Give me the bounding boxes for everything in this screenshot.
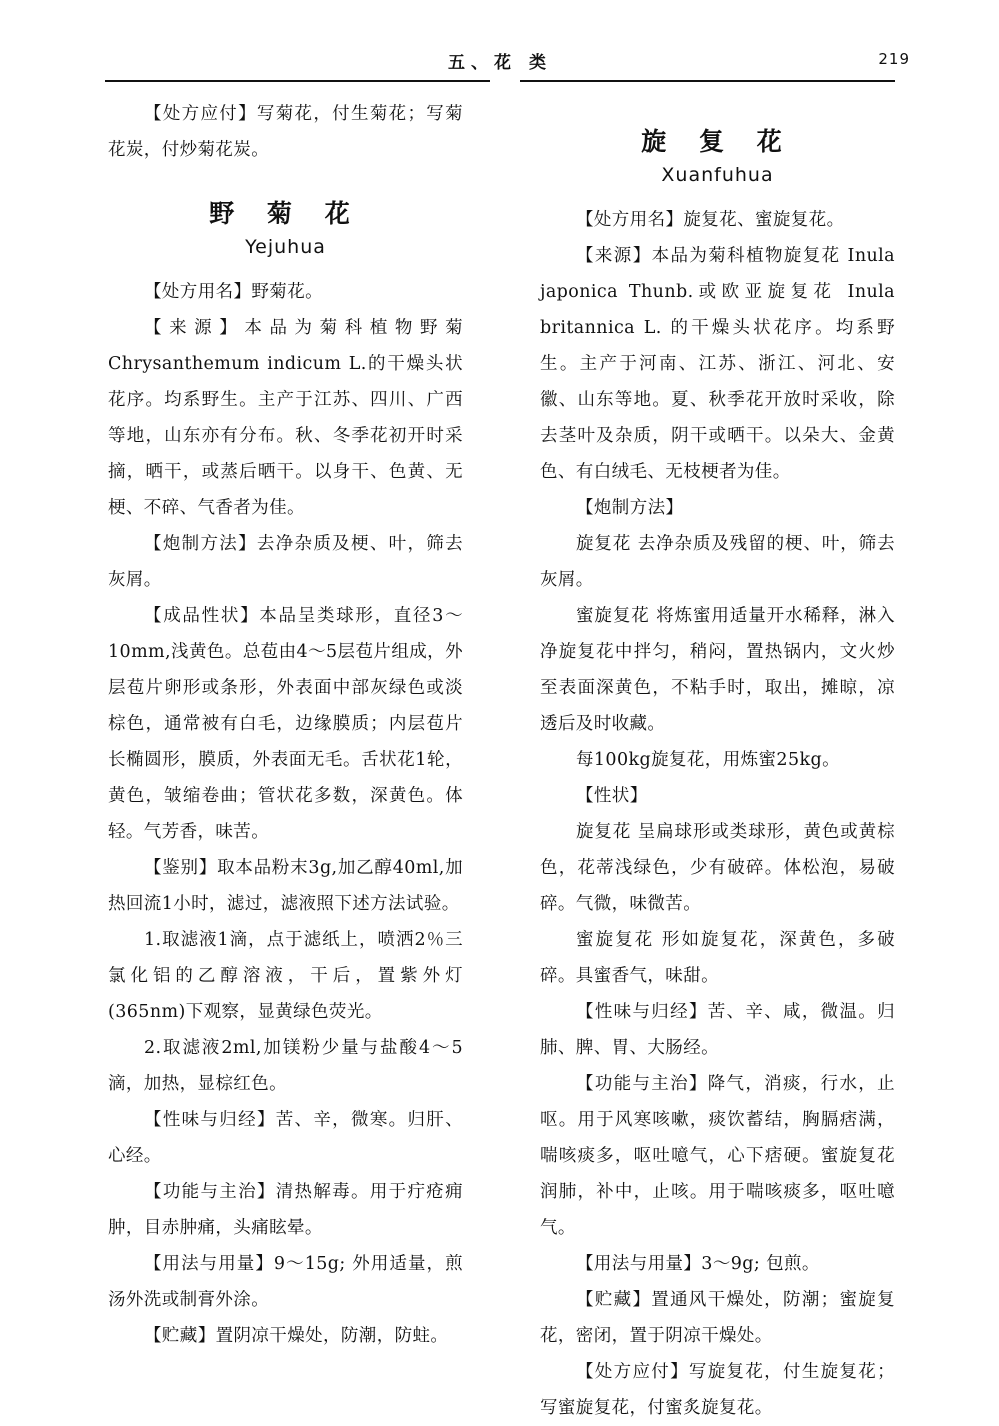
paragraph: 1.取滤液1滴，点于滤纸上，喷洒2％三氯化铝的乙醇溶液，干后，置紫外灯(365nm)下观察，显黄绿色荧光。 [108, 930, 463, 1022]
paragraph: 2.取滤液2ml,加镁粉少量与盐酸4～5滴，加热，显棕红色。 [108, 1038, 463, 1094]
paragraph-prescription-supply: 【处方应付】写菊花，付生菊花；写菊花炭，付炒菊花炭。 [108, 104, 463, 160]
right-column [540, 96, 895, 1426]
paragraph: 【成品性状】本品呈类球形，直径3～10mm,浅黄色。总苞由4～5层苞片组成，外层苞片卵形或条形，外表面中部灰绿色或淡棕色，通常被有白毛，边缘膜质；内层苞片长椭圆形，膜质，外表面无毛。舌状花1轮，黄色，皱缩卷曲；管状花多数，深黄色。体轻。气芳香，味苦。 [108, 606, 463, 842]
page-header [100, 48, 910, 78]
page-header-title: 五、花 类 [448, 53, 552, 73]
paragraph: 蜜旋复花 将炼蜜用适量开水稀释，淋入净旋复花中拌匀，稍闷，置热锅内，文火炒至表面深黄色，不粘手时，取出，摊晾，凉透后及时收藏。 [540, 606, 895, 734]
paragraph: 每100kg旋复花，用炼蜜25kg。 [576, 750, 840, 770]
herb-title-yejuhua: 野 菊 花 [209, 199, 362, 228]
herb-title-xuanfuhua: 旋 复 花 [641, 127, 794, 156]
page-number: 219 [878, 50, 910, 68]
paragraph: 【鉴别】取本品粉末3g,加乙醇40ml,加热回流1小时，滤过，滤液照下述方法试验。 [108, 858, 463, 914]
paragraph: 【贮藏】置阴凉干燥处，防潮，防蛀。 [144, 1326, 449, 1346]
paragraph: 【性味与归经】苦、辛、咸，微温。归肺、脾、胃、大肠经。 [540, 1002, 895, 1058]
paragraph: 【来源】本品为菊科植物旋复花 Inula japonica Thunb.或欧亚旋复花 Inula britannica L. 的干燥头状花序。均系野生。主产于河南、江苏、浙江、河北、安徽、山东等地。夏、秋季花开放时采收，除去茎叶及杂质，阴干或晒干。以朵大、金黄色、有白绒毛、无枝梗者为佳。 [540, 246, 895, 482]
paragraph: 【功能与主治】降气，消痰，行水，止呕。用于风寒咳嗽，痰饮蓄结，胸膈痞满，喘咳痰多，呕吐噫气，心下痞硬。蜜旋复花润肺，补中，止咳。用于喘咳痰多，呕吐噫气。 [540, 1074, 895, 1238]
paragraph: 【炮制方法】去净杂质及梗、叶，筛去灰屑。 [108, 534, 463, 590]
paragraph: 【用法与用量】9～15g; 外用适量，煎汤外洗或制膏外涂。 [108, 1254, 463, 1310]
paragraph: 【处方应付】写旋复花，付生旋复花；写蜜旋复花，付蜜炙旋复花。 [540, 1362, 895, 1418]
paragraph: 蜜旋复花 形如旋复花，深黄色，多破碎。具蜜香气，味甜。 [540, 930, 895, 986]
paragraph: 旋复花 呈扁球形或类球形，黄色或黄棕色，花蒂浅绿色，少有破碎。体松泡，易破碎。气微，味微苦。 [540, 822, 895, 914]
paragraph: 【功能与主治】清热解毒。用于疔疮痈肿，目赤肿痛，头痛眩晕。 [108, 1182, 463, 1238]
herb-pinyin-xuanfuhua: Xuanfuhua [661, 164, 774, 186]
paragraph: 【用法与用量】3～9g; 包煎。 [576, 1254, 820, 1274]
paragraph: 【处方用名】旋复花、蜜旋复花。 [576, 210, 845, 230]
paragraph: 【炮制方法】 [576, 498, 684, 518]
herb-pinyin-yejuhua: Yejuhua [245, 236, 326, 258]
paragraph: 【贮藏】置通风干燥处，防潮；蜜旋复花，密闭，置于阴凉干燥处。 [540, 1290, 895, 1346]
paragraph: 【性味与归经】苦、辛，微寒。归肝、心经。 [108, 1110, 463, 1166]
paragraph: 【来源】本品为菊科植物野菊 Chrysanthemum indicum L.的干燥头状花序。均系野生。主产于江苏、四川、广西等地，山东亦有分布。秋、冬季花初开时采摘，晒干，或蒸后晒干。以身干、色黄、无梗、不碎、气香者为佳。 [108, 318, 463, 518]
left-column [108, 96, 463, 1354]
paragraph: 【处方用名】野菊花。 [144, 282, 323, 302]
paragraph: 【性状】 [576, 786, 648, 806]
header-rule-gap [490, 76, 520, 86]
paragraph: 旋复花 去净杂质及残留的梗、叶，筛去灰屑。 [540, 534, 895, 590]
